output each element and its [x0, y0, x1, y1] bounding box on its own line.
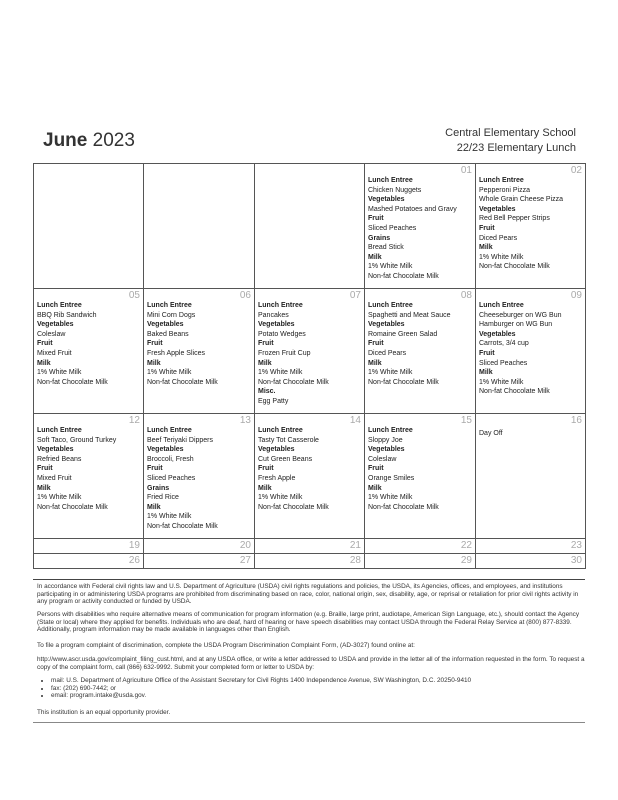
day-number: 13 — [239, 415, 251, 426]
menu-category: Vegetables — [37, 321, 74, 329]
menu-category: Milk — [368, 253, 382, 261]
week-row — [34, 164, 586, 289]
menu-category: Vegetables — [147, 446, 184, 454]
menu-item: Non-fat Chocolate Milk — [258, 378, 329, 386]
menu-category: Lunch Entree — [147, 302, 192, 309]
menu-item: Mixed Fruit — [37, 349, 72, 357]
day-cell — [255, 289, 365, 414]
menu-item: Mini Corn Dogs — [147, 311, 196, 319]
menu-list — [255, 414, 364, 514]
day-cell — [34, 539, 144, 554]
day-cell — [365, 554, 476, 569]
footer-paragraph: http://www.ascr.usda.gov/complaint_filing_cust.html, and at any USDA office, or write a letter addressed to USDA and provide in the letter all of the information requested in the form. To request a copy of the complaint form, call (866) 632-9992. Submit your completed form or letter to USDA by: — [37, 656, 585, 671]
day-cell — [144, 289, 255, 414]
menu-item: Refried Beans — [37, 455, 82, 463]
menu-item: Spaghetti and Meat Sauce — [368, 311, 451, 319]
menu-item: Pancakes — [258, 311, 289, 319]
equal-opportunity — [37, 709, 585, 717]
menu-list — [365, 289, 475, 389]
menu-category: Lunch Entree — [258, 302, 303, 309]
day-number: 14 — [349, 415, 361, 426]
school-name: Central Elementary School — [445, 127, 576, 139]
day-number: 02 — [570, 165, 582, 176]
day-number: 05 — [128, 290, 140, 301]
day-number: 29 — [460, 555, 472, 566]
menu-category: Vegetables — [479, 330, 516, 338]
menu-item: Non-fat Chocolate Milk — [37, 503, 108, 511]
menu-item: 1% White Milk — [368, 263, 413, 271]
menu-item: 1% White Milk — [368, 494, 413, 502]
menu-item: Sliced Peaches — [479, 359, 528, 367]
menu-item: Non-fat Chocolate Milk — [479, 388, 550, 396]
menu-item: 1% White Milk — [147, 513, 192, 521]
day-number: 23 — [570, 540, 582, 551]
day-number: 07 — [349, 290, 361, 301]
menu-item: 1% White Milk — [258, 494, 303, 502]
menu-category: Lunch Entree — [368, 302, 413, 309]
divider — [33, 579, 585, 580]
menu-category: Misc. — [258, 388, 276, 396]
menu-item: Egg Patty — [258, 397, 289, 405]
day-cell — [365, 414, 476, 539]
calendar — [33, 163, 586, 569]
day-cell — [365, 289, 476, 414]
menu-item: Non-fat Chocolate Milk — [368, 503, 439, 511]
day-cell — [476, 539, 586, 554]
nondiscrimination-statement — [37, 583, 585, 606]
menu-item: Carrots, 3/4 cup — [479, 340, 529, 348]
day-off-note: Day Off — [479, 430, 503, 437]
menu-list — [365, 164, 475, 284]
menu-item: Orange Smiles — [368, 474, 415, 482]
menu-category: Vegetables — [147, 321, 184, 329]
day-cell — [34, 289, 144, 414]
menu-category: Milk — [368, 484, 382, 492]
month: June — [43, 130, 88, 151]
menu-category: Vegetables — [368, 446, 405, 454]
menu-item: Chicken Nuggets — [368, 186, 422, 194]
menu-category: Lunch Entree — [258, 427, 303, 434]
menu-item: 1% White Milk — [368, 369, 413, 377]
day-cell — [365, 164, 476, 289]
menu-item: Non-fat Chocolate Milk — [479, 263, 550, 271]
menu-category: Vegetables — [37, 446, 74, 454]
menu-category: Vegetables — [258, 446, 295, 454]
menu-list — [144, 289, 254, 389]
contact-email: • email: program.intake@usda.gov. — [51, 692, 585, 700]
menu-item: 1% White Milk — [37, 494, 82, 502]
menu-item: Hamburger on WG Bun — [479, 321, 553, 329]
day-cell — [476, 414, 586, 539]
menu-category: Fruit — [368, 340, 384, 348]
menu-item: Non-fat Chocolate Milk — [258, 503, 329, 511]
footer-paragraph: This institution is an equal opportunity provider. — [37, 709, 171, 716]
day-cell — [34, 164, 144, 289]
menu-item: Cut Green Beans — [258, 455, 313, 463]
day-cell — [34, 554, 144, 569]
menu-item: Fresh Apple Slices — [147, 349, 205, 357]
day-cell — [34, 414, 144, 539]
menu-item: Beef Teriyaki Dippers — [147, 436, 214, 444]
divider — [33, 722, 585, 723]
complaint-instructions — [37, 642, 585, 650]
menu-list — [476, 164, 585, 274]
menu-item: Baked Beans — [147, 330, 189, 338]
day-cell — [255, 414, 365, 539]
menu-category: Milk — [147, 503, 161, 511]
day-cell — [255, 539, 365, 554]
menu-item: Broccoli, Fresh — [147, 455, 194, 463]
menu-category: Fruit — [258, 465, 274, 473]
footer-paragraph: To file a program complaint of discrimination, complete the USDA Program Discrimination Complaint Form, (AD-3027) found online at: — [37, 642, 415, 649]
week-row — [34, 414, 586, 539]
menu-item: Whole Grain Cheese Pizza — [479, 196, 564, 204]
day-cell — [144, 539, 255, 554]
menu-category: Fruit — [147, 465, 163, 473]
menu-category: Vegetables — [479, 205, 516, 213]
day-number: 15 — [460, 415, 472, 426]
menu-list — [34, 289, 143, 389]
day-number: 26 — [128, 555, 140, 566]
menu-category: Lunch Entree — [368, 177, 413, 184]
menu-category: Vegetables — [368, 196, 405, 204]
day-cell — [255, 554, 365, 569]
menu-category: Lunch Entree — [368, 427, 413, 434]
menu-category: Fruit — [479, 224, 495, 232]
menu-item: Cheeseburger on WG Bun — [479, 311, 562, 319]
menu-item: Coleslaw — [368, 455, 397, 463]
menu-category: Lunch Entree — [37, 427, 82, 434]
day-number: 28 — [349, 555, 361, 566]
menu-item: Non-fat Chocolate Milk — [368, 378, 439, 386]
contact-list — [37, 677, 585, 700]
menu-item: Non-fat Chocolate Milk — [37, 378, 108, 386]
menu-list — [476, 289, 585, 399]
week-row — [34, 289, 586, 414]
menu-item: Diced Pears — [479, 234, 518, 242]
menu-item: Romaine Green Salad — [368, 330, 438, 338]
day-cell — [476, 554, 586, 569]
day-number: 19 — [128, 540, 140, 551]
contact-fax: • fax: (202) 690-7442; or — [51, 685, 585, 693]
menu-item: BBQ Rib Sandwich — [37, 311, 97, 319]
accessibility-statement — [37, 611, 585, 634]
day-number: 16 — [570, 415, 582, 426]
menu-category: Lunch Entree — [479, 302, 524, 309]
menu-list — [144, 414, 254, 534]
menu-list — [365, 414, 475, 514]
menu-item: Soft Taco, Ground Turkey — [37, 436, 117, 444]
menu-item: Non-fat Chocolate Milk — [368, 272, 439, 280]
menu-item: Non-fat Chocolate Milk — [147, 522, 218, 530]
menu-item: Potato Wedges — [258, 330, 306, 338]
day-cell — [144, 414, 255, 539]
week-row — [34, 554, 586, 569]
contact-mail: • mail: U.S. Department of Agriculture Office of the Assistant Secretary for Civil Rights 1400 Independence Avenue, SW Washington, D.C. 20250-9410 — [51, 677, 585, 685]
menu-item: Sloppy Joe — [368, 436, 403, 444]
menu-item: Non-fat Chocolate Milk — [147, 378, 218, 386]
day-number: 06 — [239, 290, 251, 301]
menu-category: Milk — [368, 359, 382, 367]
menu-list — [34, 414, 143, 514]
menu-item: Fried Rice — [147, 494, 179, 502]
year: 2023 — [92, 130, 135, 151]
menu-category: Milk — [258, 484, 272, 492]
menu-category: Lunch Entree — [147, 427, 192, 434]
day-number: 20 — [239, 540, 251, 551]
menu-category: Lunch Entree — [37, 302, 82, 309]
menu-category: Fruit — [258, 340, 274, 348]
menu-category: Vegetables — [258, 321, 295, 329]
menu-category: Milk — [37, 359, 51, 367]
week-row — [34, 539, 586, 554]
day-cell — [144, 164, 255, 289]
menu-category: Grains — [368, 234, 391, 242]
menu-category: Grains — [147, 484, 170, 492]
day-number: 08 — [460, 290, 472, 301]
footer-paragraph: In accordance with Federal civil rights law and U.S. Department of Agriculture (USDA) civil rights regulations and policies, the USDA, its Agencies, offices, and employees, and institutions participating in or administering USDA programs are prohibited from discriminating based on race, color, national origin, sex, disability, age, or reprisal or retaliation for prior civil rights activity in any program or activity conducted or funded by USDA. — [37, 583, 579, 606]
menu-item: Bread Stick — [368, 244, 404, 252]
menu-item: Pepperoni Pizza — [479, 186, 530, 194]
day-number: 22 — [460, 540, 472, 551]
menu-item: Red Bell Pepper Strips — [479, 215, 550, 223]
day-cell — [365, 539, 476, 554]
menu-category: Milk — [258, 359, 272, 367]
day-cell — [255, 164, 365, 289]
menu-item: 1% White Milk — [479, 378, 524, 386]
menu-category: Milk — [479, 244, 493, 252]
menu-category: Lunch Entree — [479, 177, 524, 184]
menu-list — [255, 289, 364, 409]
day-number: 12 — [128, 415, 140, 426]
program-name: 22/23 Elementary Lunch — [456, 142, 576, 154]
menu-category: Fruit — [147, 340, 163, 348]
menu-item: 1% White Milk — [37, 369, 82, 377]
complaint-details — [37, 656, 585, 671]
menu-item: 1% White Milk — [258, 369, 303, 377]
day-number: 27 — [239, 555, 251, 566]
day-cell — [144, 554, 255, 569]
day-number: 01 — [460, 165, 472, 176]
day-cell — [476, 289, 586, 414]
menu-item: Fresh Apple — [258, 474, 296, 482]
day-cell — [476, 164, 586, 289]
menu-category: Milk — [37, 484, 51, 492]
menu-category: Milk — [147, 359, 161, 367]
menu-category: Vegetables — [368, 321, 405, 329]
footer-paragraph: Persons with disabilities who require alternative means of communication for program information (e.g. Braille, large print, audiotape, American Sign Language, etc.), should contact the Agency (State or local) where they applied for benefits. Individuals who are deaf, hard of hearing or have speech disabilities may contact USDA through the Federal Relay Service at (800) 877-8339. Additionally, program information may be made available in languages other than English. — [37, 611, 580, 634]
day-number: 30 — [570, 555, 582, 566]
menu-item: 1% White Milk — [147, 369, 192, 377]
menu-category: Fruit — [368, 215, 384, 223]
menu-item: Coleslaw — [37, 330, 66, 338]
menu-category: Fruit — [37, 465, 53, 473]
day-number: 09 — [570, 290, 582, 301]
menu-item: Tasty Tot Casserole — [258, 436, 319, 444]
menu-category: Milk — [479, 369, 493, 377]
menu-category: Fruit — [368, 465, 384, 473]
school-heading — [445, 126, 576, 156]
menu-item: Sliced Peaches — [147, 474, 196, 482]
menu-item: 1% White Milk — [479, 253, 524, 261]
page-title — [43, 130, 135, 152]
day-number: 21 — [349, 540, 361, 551]
menu-item: Sliced Peaches — [368, 224, 417, 232]
menu-category: Fruit — [37, 340, 53, 348]
menu-category: Fruit — [479, 349, 495, 357]
menu-item: Mixed Fruit — [37, 474, 72, 482]
menu-item: Diced Pears — [368, 349, 407, 357]
menu-item: Frozen Fruit Cup — [258, 349, 311, 357]
menu-item: Mashed Potatoes and Gravy — [368, 205, 457, 213]
